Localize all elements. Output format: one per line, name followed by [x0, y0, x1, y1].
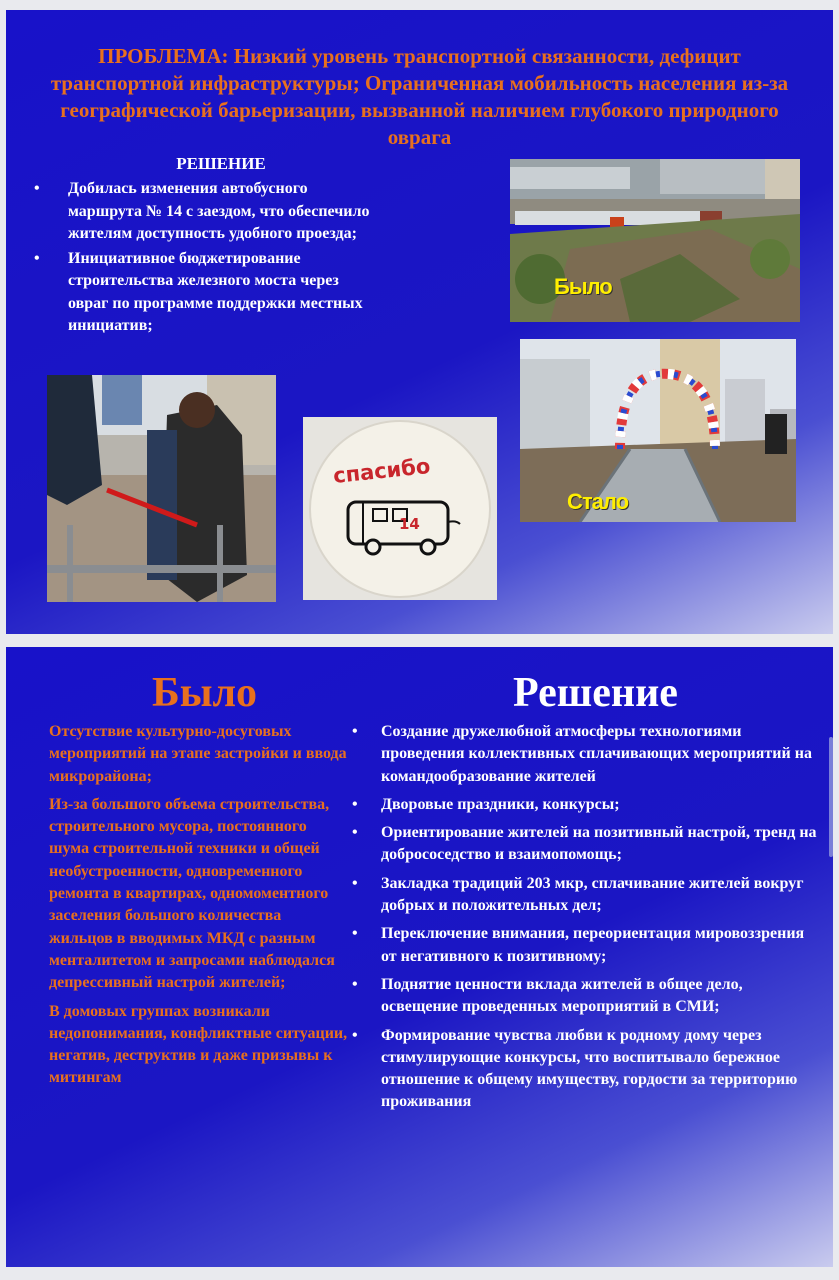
solution-point: • Создание дружелюбной атмосферы технологиями проведения коллективных сплачивающих мероприятий на командообразование жителей: [348, 721, 818, 788]
photo-before-ravine: [510, 159, 800, 322]
cake-number: 14: [399, 515, 420, 533]
photo-after-label: Стало: [567, 489, 629, 514]
solution-point: • Закладка традиций 203 мкр, сплачивание жителей вокруг добрых и положительных дел;: [348, 873, 818, 918]
solution-item: • Инициативное бюджетирование строительства железного моста через овраг по программе поддержки местных инициатив;: [32, 248, 382, 338]
slide-comparison: [6, 647, 833, 1267]
solution-heading: РЕШЕНИЕ: [176, 154, 266, 173]
photo-before-label: Было: [554, 274, 612, 299]
solution-list: [32, 178, 382, 340]
photo-cake: [303, 417, 497, 600]
solution-title: Решение: [513, 670, 678, 716]
before-column: [49, 721, 349, 1096]
before-title: Было: [151, 670, 258, 716]
scrollbar-thumb[interactable]: [829, 737, 833, 857]
solution-item: • Добилась изменения автобусного маршрута № 14 с заездом, что обеспечило жителям доступность удобного проезда;: [32, 178, 382, 246]
problem-title: ПРОБЛЕМА: Низкий уровень транспортной связанности, дефицит транспортной инфраструктуры; Ограниченная мобильность населения из-за географической барьеризации, вызванной наличием глубокого природного оврага: [50, 44, 789, 149]
solution-point: • Поднятие ценности вклада жителей в общее дело, освещение проведенных мероприятий в СМИ;: [348, 974, 818, 1019]
solution-point: • Формирование чувства любви к родному дому через стимулирующие конкурсы, что воспитывало бережное отношение к общему имуществу, гордости за территорию проживания: [348, 1025, 818, 1114]
solution-point: • Ориентирование жителей на позитивный настрой, тренд на добрососедство и взаимопомощь;: [348, 822, 818, 867]
solution-point: • Дворовые праздники, конкурсы;: [348, 794, 818, 816]
photo-after-bridge: [520, 339, 796, 522]
solution-point: • Переключение внимания, переориентация мировоззрения от негативного к позитивному;: [348, 923, 818, 968]
photo-ribbon-cutting: [47, 375, 276, 602]
before-paragraph: Отсутствие культурно-досуговых мероприятий на этапе застройки и ввода микрорайона;: [49, 723, 347, 785]
before-paragraph: В домовых группах возникали недопонимания, конфликтные ситуации, негатив, деструктив и даже призывы к митингам: [49, 1002, 348, 1087]
cake-text: спасибо: [332, 453, 432, 489]
slide-problem: [6, 10, 833, 634]
solution-column: [348, 721, 818, 1120]
before-paragraph: Из-за большого объема строительства, строительного мусора, постоянного шума строительной техники и общей необустроенности, одновременного ремонта в квартирах, одномоментного заселения большого количества жильцов в вводимых МКД с разным менталитетом и запросами наблюдался депрессивный настрой жителей;: [49, 795, 335, 992]
